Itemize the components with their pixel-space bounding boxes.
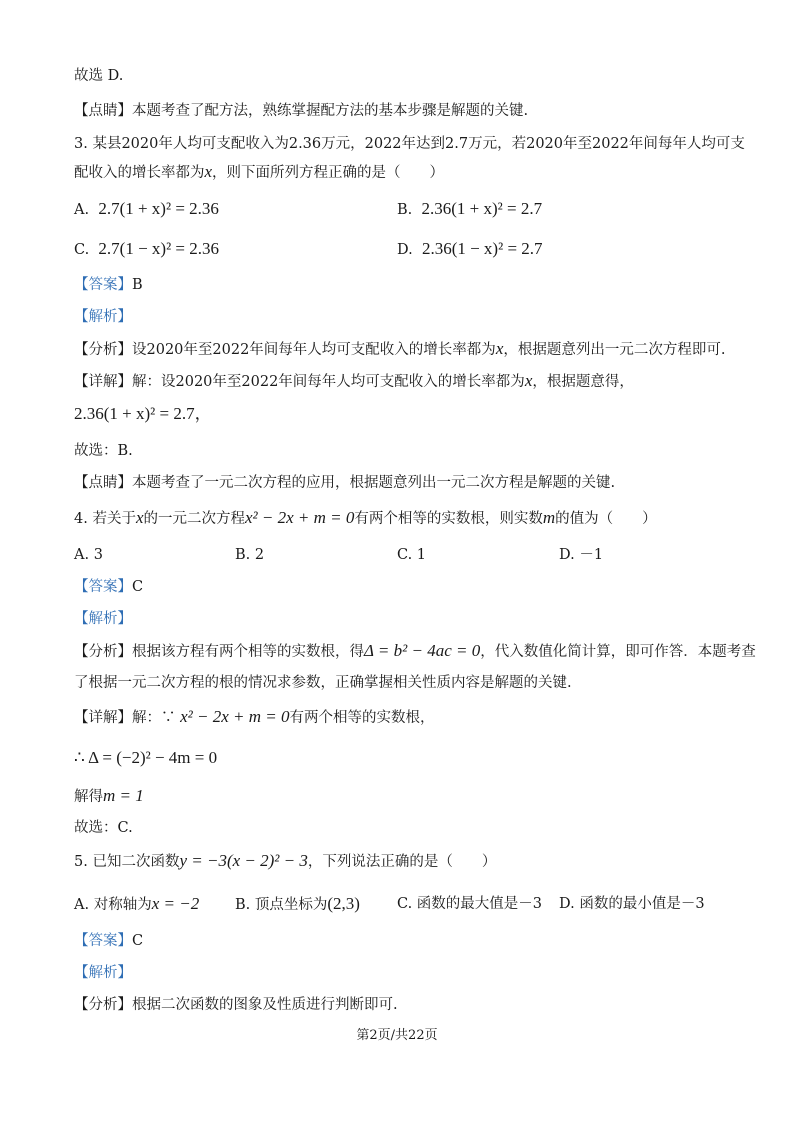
answer-line: 【答案】C	[74, 579, 144, 595]
question-3-stem-line2: 配收入的增长率都为x，则下面所列方程正确的是（ ）	[74, 162, 445, 181]
fenxi-line: 【分析】根据该方程有两个相等的实数根，得Δ = b² − 4ac = 0，代入数值化简计算，即可作答．本题考查	[74, 641, 756, 660]
option-d: D. 函数的最小值是－3	[559, 896, 705, 912]
step-line: 解得m = 1	[74, 786, 144, 805]
dianjing-line: 【点睛】本题考查了配方法，熟练掌握配方法的基本步骤是解题的关键.	[74, 103, 529, 119]
option-b: B. 2.36(1 + x)² = 2.7	[397, 199, 543, 218]
option-d: D. －1	[559, 547, 604, 563]
page-footer: 第2页/共22页	[356, 1028, 438, 1043]
option-d: D. 2.36(1 − x)² = 2.7	[397, 239, 543, 258]
answer-line: 【答案】B	[74, 277, 143, 293]
choose-line: 故选：C.	[74, 820, 133, 836]
fenxi-line: 【分析】设2020年至2022年间每年人均可支配收入的增长率都为x，根据题意列出一元二次方程即可.	[74, 339, 726, 358]
analysis-tag: 【解析】	[74, 309, 132, 325]
question-5-stem: 5. 已知二次函数y = −3(x − 2)² − 3，下列说法正确的是（ ）	[74, 851, 497, 870]
option-a: A. 2.7(1 + x)² = 2.36	[74, 199, 219, 218]
xiangjie-line: 【详解】解：设2020年至2022年间每年人均可支配收入的增长率都为x，根据题意得，	[74, 371, 634, 390]
option-c: C. 1	[397, 547, 427, 563]
option-b: B. 2	[235, 547, 265, 563]
fenxi-line-2: 了根据一元二次方程的根的情况求参数，正确掌握相关性质内容是解题的关键.	[74, 675, 572, 691]
option-a: A. 3	[74, 547, 103, 563]
option-a: A. 对称轴为x = −2	[74, 894, 200, 913]
answer-line: 【答案】C	[74, 933, 144, 949]
question-4-stem: 4. 若关于x的一元二次方程x² − 2x + m = 0有两个相等的实数根，则实数m的值为（ ）	[74, 508, 657, 527]
fenxi-line: 【分析】根据二次函数的图象及性质进行判断即可.	[74, 997, 398, 1013]
text-line: 故选 D.	[74, 68, 124, 84]
choose-line: 故选：B.	[74, 443, 133, 459]
step-line: ∴ Δ = (−2)² − 4m = 0	[74, 748, 218, 767]
option-c: C. 2.7(1 − x)² = 2.36	[74, 239, 219, 258]
xiangjie-line: 【详解】解：∵ x² − 2x + m = 0有两个相等的实数根，	[74, 707, 435, 726]
equation-line: 2.36(1 + x)² = 2.7，	[74, 404, 212, 423]
question-3-stem: 3. 某县2020年人均可支配收入为2.36万元，2022年达到2.7万元，若2020年至2022年间每年人均可支	[74, 136, 745, 152]
dianjing-line: 【点睛】本题考查了一元二次方程的应用，根据题意列出一元二次方程是解题的关键.	[74, 475, 616, 491]
option-b: B. 顶点坐标为(2,3)	[235, 894, 360, 913]
analysis-tag: 【解析】	[74, 965, 132, 981]
analysis-tag: 【解析】	[74, 611, 132, 627]
option-c: C. 函数的最大值是－3	[397, 896, 543, 912]
